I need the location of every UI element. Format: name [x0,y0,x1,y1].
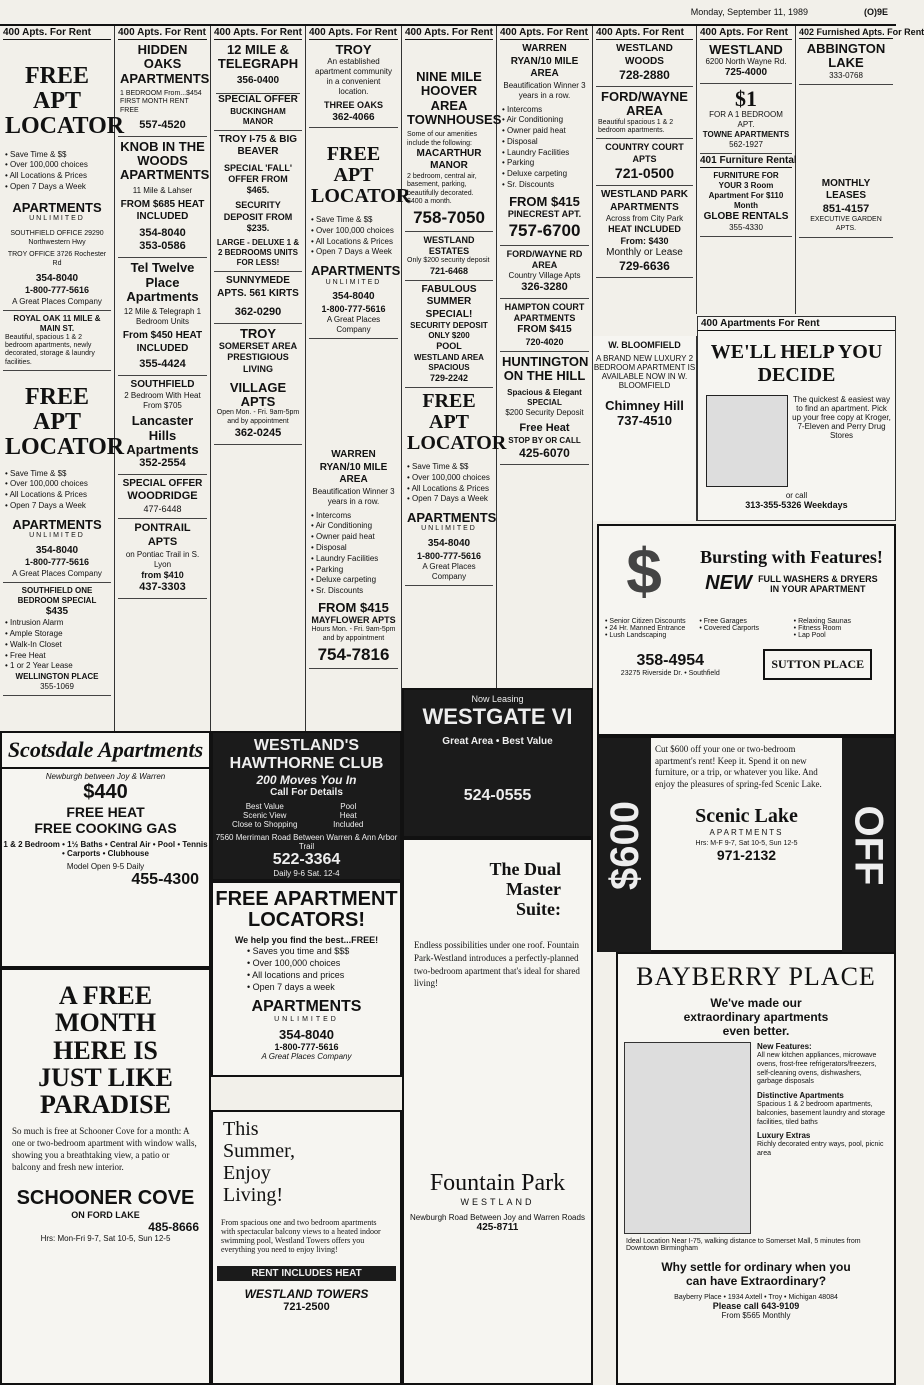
ad-slogan: Great Area • Best Value [442,736,553,747]
ad-price: From $565 Monthly [721,1311,791,1320]
ad-price: From $450 HEAT INCLUDED [122,330,203,354]
hidden-oaks-ad [118,40,210,137]
ad-title: FORD/WAYNE RD AREA [506,248,583,270]
ad-phone: 737-4510 [617,413,672,428]
ad-title: MONTHLY LEASES [821,177,871,202]
sutton-logo: SUTTON PLACE [763,649,872,680]
ad-sub: We've made our extraordinary apartments even better. [683,996,829,1038]
ad-title: SOUTHFIELD ONE BEDROOM SPECIAL [17,585,97,605]
ad-title: Tel Twelve Place Apartments [126,260,199,304]
phone-tollfree: 1-800-777-5616 [24,285,90,296]
phone-local: 354-8040 [35,272,79,284]
ad-location: 11 Mile & Lahser [132,185,193,195]
hampton-ad [500,299,589,352]
ad-bullets: • Intrusion Alarm • Ample Storage • Walk-In Closet • Free Heat • 1 or 2 Year Lease [5,618,73,671]
southfield-ad [3,583,111,696]
ad-hours: Model Open 9-5 Daily [66,862,145,871]
ad-name: MACARTHUR MANOR [416,147,482,172]
locator-title: FREE APT LOCATOR [311,143,411,208]
ad-phone: 851-4157 [822,202,870,215]
column-6 [497,26,593,731]
ad-title: WESTLAND WOODS [616,43,673,67]
ad-sub: 200 Moves You In [256,773,357,787]
ad-features: Best Value Pool Scenic View Heat Close to Shopping Included [232,802,364,829]
section-header: 400 Apartments For Rent [698,317,895,331]
locator-bullets: • Save Time & $$ • Over 100,000 choices • All Locations & Prices • Open 7 Days a Week [5,149,88,191]
ad-title: Bursting with Features! [700,547,883,567]
masthead [0,0,896,26]
column-1 [0,26,125,731]
ad-text: Some of our amenities include the following: [407,131,478,147]
ad-title: WE'LL HELP YOU DECIDE [710,341,883,386]
ad-call: Call For Details [270,787,343,798]
ad-phone: 522-3364 [272,851,341,868]
locator-ad [3,40,125,311]
nine-mile-ad [405,40,502,232]
ad-phone: 725-4000 [724,67,768,79]
ad-title: $1 [735,85,757,111]
ad-price: FROM $685 HEAT INCLUDED [120,198,205,223]
ad-phone: 355-4424 [139,358,186,371]
ad-sub: WESTLAND [460,1196,535,1207]
locator-bullets: • Save Time & $$ • Over 100,000 choices • All Locations & Prices • Open 7 Days a Week [5,468,88,511]
ad-phone: 477-6448 [143,504,182,515]
ad-title: A FREE MONTH HERE IS JUST LIKE PARADISE [38,981,173,1120]
ad-bullets: • Senior Citizen Discounts • Free Garages • Relaxing Saunas • 24 Hr. Manned Entrance • Covered Carports • Fitness Room • Lush Landscaping • Lap Pool [605,618,851,639]
ad-amenities: 1 & 2 Bedroom • 1½ Baths • Central Air • Pool • Tennis • Carports • Clubhouse [3,840,208,858]
brand-name: APARTMENTS [407,510,497,526]
ad-bullets: • Intercoms • Air Conditioning • Owner paid heat • Disposal • Laundry Facilities • Parking • Deluxe carpeting • Sr. Discounts [502,104,570,190]
brand-sub: UNLIMITED [274,1015,339,1023]
ad-sub: SOMERSET AREA PRESTIGIOUS LIVING [218,341,298,374]
ad-sub: 2 Bedroom With Heat From $705 [124,391,201,411]
ad-title: WARREN RYAN/10 MILE AREA [510,43,579,79]
office-southfield: SOUTHFIELD OFFICE 29290 Northwestern Hwy [10,229,104,246]
column-header: 400 Apts. For Rent [500,27,588,38]
ad-name: TOWNE APARTMENTS [702,129,790,139]
ad-title: FREE APARTMENT LOCATORS! [215,888,398,931]
tagline: A Great Places Company [12,296,102,306]
ad-hours: Daily 9-6 Sat. 12-4 [273,869,340,878]
ad-title: FURNITURE FOR YOUR 3 Room Apartment For $110 Month [708,170,784,210]
somerset-ad [214,324,302,445]
ad-text: The quickest & easiest way to find an apartment. Pick up your free copy at Kroger, 7-Eleven and Perry Drug Stores [792,395,891,440]
page-code: (O)9E [863,7,888,17]
ad-sub: We help you find the best...FREE! [234,935,379,945]
tagline: A Great Places Company [326,315,381,335]
westland-towers-ad [211,1110,402,1385]
column-header: 400 Apts. For Rent [700,26,792,40]
tagline: A Great Places Company [12,568,102,578]
ad-title: KNOB IN THE WOODS APARTMENTS [120,138,210,183]
ad-name: WESTLAND TOWERS [244,1287,369,1301]
ad-title: ROYAL OAK 11 MILE & MAIN ST. [13,313,101,333]
ad-special: SPECIAL OFFER [216,93,300,107]
locator-bullets: • Save Time & $$ • Over 100,000 choices • All Locations & Prices • Open 7 Days a Week [407,461,490,504]
ad-location: 12 Mile & Telegraph 1 Bedroom Units [123,307,202,327]
new-features-heading: New Features: [757,1042,812,1051]
ad-phone: 721-2500 [283,1301,330,1313]
globe-rentals-ad [700,168,792,238]
brand-name: APARTMENTS [311,263,401,279]
ad-title: WARREN RYAN/10 MILE AREA [319,449,388,486]
column-header: 400 Apts. For Rent [214,27,302,38]
ad-sub: Across from City Park [605,214,684,224]
ad-phone: 721-0500 [614,164,675,181]
abbington-ad [799,39,893,85]
brand-sub: UNLIMITED [29,215,85,223]
mayflower-ad [309,339,398,669]
column-9 [796,26,924,314]
ad-title: HUNTINGTON ON THE HILL [502,354,589,384]
ad-phone: 729-6636 [619,259,670,274]
ad-address: Bayberry Place • 1934 Axtell • Troy • Michigan 48084 [674,1294,838,1301]
bayberry-ad [616,952,896,1385]
phone-local: 354-8040 [427,538,471,550]
pinecrest-ad [500,40,589,246]
ad-stop: STOP BY OR CALL [508,435,581,445]
ad-title: NINE MILE HOOVER AREA TOWNHOUSES [407,69,502,127]
ad-name: VILLAGE APTS [229,379,287,410]
column-3 [211,26,306,731]
phone-tollfree: 1-800-777-5616 [416,550,482,561]
ad-name: MAYFLOWER APTS [311,615,396,626]
dollar-sign-icon: $ [626,535,662,607]
ad-phone: 333-0768 [829,70,863,80]
ad-line-2: FREE COOKING GAS [34,820,177,836]
twelve-mile-ad [214,40,302,131]
ad-bullets: • Saves you time and $$$ • Over 100,000 choices • All locations and prices • Open 7 days a week [247,946,350,993]
ad-phone: 356-0400 [236,74,280,86]
ad-text: Beautiful spacious 1 & 2 bedroom apartments. [598,118,674,134]
ad-title: TROY [239,325,277,341]
ad-phone: 355-1069 [40,682,74,692]
brand-name: APARTMENTS [12,199,102,215]
office-troy: TROY OFFICE 3726 Rochester Rd [7,251,107,268]
ad-title: SPECIAL OFFER [122,477,203,489]
ad-title: WESTGATE VI [422,704,573,729]
ad-phone: 362-4066 [332,111,375,123]
monthly-ad [799,175,893,238]
ad-heat: Free Heat [519,421,570,434]
ad-name: Country Village Apts [508,271,581,281]
ad-phone: 971-2132 [716,846,777,863]
locator-ad [405,388,507,586]
column-8 [697,26,796,314]
column-header: 402 Furnished Apts. For Rent [799,27,924,37]
ad-phone: 455-4300 [131,871,199,888]
ad-title: PONTRAIL APTS [134,522,191,549]
phone-local: 354-8040 [332,291,375,303]
ad-name: SCHOONER COVE [16,1187,195,1210]
ad-title: 12 MILE & TELEGRAPH [217,42,299,72]
ad-text: FOR A 1 BEDROOM APT. [709,109,783,129]
discount-off: OFF [846,805,891,885]
pontrail-ad [118,519,207,599]
phone-tollfree: 1-800-777-5616 [24,557,90,568]
ad-name: BUCKINGHAM MANOR [230,106,286,126]
distinctive-heading: Distinctive Apartments [757,1091,844,1100]
ad-title: WESTLAND PARK APARTMENTS [600,189,689,213]
ad-pool: POOL [436,341,462,352]
ad-sub: An established apartment community in a convenient location. [315,57,392,97]
distinctive-text: Spacious 1 & 2 bedroom apartments, balconies, basement laundry and storage facilities, tiled baths [757,1101,886,1126]
ad-name: WELLINGTON PLACE [15,672,99,682]
westland-woods-ad [596,40,693,87]
brand-name: APARTMENTS [251,997,362,1015]
ad-phone: 326-3280 [521,281,568,294]
ad-sub: ON FORD LAKE [71,1210,140,1221]
furniture-header: 401 Furniture Rental [700,154,797,166]
ad-price: from $410 [141,569,184,580]
ad-tag: EXECUTIVE GARDEN APTS. [810,216,882,233]
ad-features: FULL WASHERS & DRYERS IN YOUR APARTMENT [758,573,878,594]
ad-title: FABULOUS SUMMER SPECIAL! [421,283,477,320]
ad-price: FROM $415 [517,324,572,336]
column-header: 400 Apts. For Rent [309,27,397,38]
lancaster-ad [118,376,207,475]
ad-sub: Beautification Winner 3 years in a row. [312,486,395,506]
ad-text: 1 BEDROOM From...$454 FIRST MONTH RENT FREE [120,89,202,114]
ad-title: SOUTHFIELD [130,378,195,390]
ad-title: WESTLAND [709,42,783,57]
help-ad [697,316,896,521]
locator-bullets: • Save Time & $$ • Over 100,000 choices • All Locations & Prices • Open 7 Days a Week [311,215,394,257]
phone-local: 354-8040 [35,544,79,556]
ad-lease: Monthly or Lease [606,246,683,258]
ad-name: Lancaster Hills Apartments [126,413,199,457]
locator-ad-2 [3,371,125,583]
ad-phone: 353-0586 [139,240,186,253]
phone-tollfree: 1-800-777-5616 [274,1041,339,1052]
ad-bullets: • Intercoms • Air Conditioning • Owner paid heat • Disposal • Laundry Facilities • Parking • Deluxe carpeting • Sr. Discounts [311,510,379,596]
ad-sub: APARTMENTS [709,827,784,837]
ad-phone: 362-0245 [234,426,282,439]
ad-heat: HEAT INCLUDED From: $430 [608,224,681,246]
new-badge: NEW [705,572,752,594]
locator-ad [309,128,411,339]
ad-address: 23275 Riverside Dr. • Southfield [620,670,720,677]
ad-title: WESTLAND'S HAWTHORNE CLUB [229,737,384,772]
ad-text: Only $200 security deposit [407,257,490,265]
discount-amount: $600 [602,800,647,890]
column-2 [115,26,211,731]
royal-oak-ad [3,311,111,372]
ad-phone: 721-6468 [429,265,469,276]
ad-title: BAYBERRY PLACE [636,962,876,991]
ad-name: Fountain Park [429,1169,566,1196]
westgate-ad [402,688,593,838]
ad-phone: 313-355-5326 Weekdays [745,500,848,510]
column-header: 400 Apts. For Rent [596,26,693,40]
ford-wayne-ad [596,87,693,139]
ad-deposit: $200 Security Deposit [505,407,584,417]
ad-title: The Dual Master Suite: [489,859,561,919]
brand-sub: UNLIMITED [421,525,477,533]
westland-park-ad [596,186,693,278]
ad-location: on Pontiac Trail in S. Lyon [125,549,200,569]
ad-hours: Hours Mon. - Fri. 9am-5pm and by appointment [311,626,396,643]
troy-ad [214,131,302,273]
ad-title: This Summer, Enjoy Living! [223,1118,295,1206]
ad-phone: 362-0290 [234,306,282,319]
ad-hours: Open Mon. - Fri. 9am-5pm and by appointment [216,409,300,426]
ad-sub: Beautification Winner 3 years in a row. [503,80,586,100]
ad-price: $435 [45,605,69,617]
locator-title: FREE APT LOCATOR [407,389,507,454]
ad-sub: Newburgh between Joy & Warren [45,772,166,781]
phone-tollfree: 1-800-777-5616 [321,303,386,314]
ad-hours: Hrs: M-F 9-7, Sat 10-5, Sun 12-5 [695,839,798,847]
country-village-ad [500,246,589,299]
tagline: A Great Places Company [422,561,476,581]
brand-sub: UNLIMITED [325,278,382,286]
ad-price: $440 [83,781,128,803]
ad-line-1: FREE HEAT [66,804,145,820]
bloomfield-ad [593,336,697,521]
column-7 [593,26,697,314]
luxury-text: Richly decorated entry ways, pool, picnic area [757,1141,884,1157]
huntington-ad [500,352,589,464]
locators-ad [211,881,402,1077]
ad-price: FROM $415 [509,193,580,209]
ad-phone-1: 354-8040 [139,226,186,239]
ad-address: Newburgh Road Between Joy and Warren Roads [410,1212,585,1222]
fabulous-ad [405,281,493,388]
column-header: 400 Apts. For Rent [405,27,493,38]
ad-text: A BRAND NEW LUXURY 2 BEDROOM APARTMENT IS AVAILABLE NOW IN W. BLOOMFIELD [593,354,696,390]
ad-title: WESTLAND ESTATES [423,234,475,257]
country-court-ad [596,139,693,186]
ad-text: Cut $600 off your one or two-bedroom apartment's rent! Keep it. Spend it on new furniture, or a trip, or whatever you like. And enjoy the pleasures of spring-fed Scenic Lake. [655,744,822,790]
phone-local: 354-8040 [279,1026,334,1042]
telwelve-ad [118,258,207,376]
woodridge-ad [118,475,207,520]
ad-deposit: SECURITY DEPOSIT FROM $235. [223,200,293,233]
westland-estates-ad [405,232,493,281]
ad-sub: 2 bedroom, central air, basement, parking, beautifully decorated. $400 a month. [407,172,477,206]
ad-sub: 6200 North Wayne Rd. [705,57,787,67]
ad-phone: Please call 643-9109 [712,1301,800,1311]
ad-phone: 757-6700 [508,221,581,241]
ad-phone: 485-8666 [148,1220,199,1235]
ad-banner: RENT INCLUDES HEAT [217,1266,396,1281]
ad-price: FROM $415 [318,599,389,615]
ad-why: Why settle for ordinary when you can have Extraordinary? [661,1260,851,1288]
ad-title: SUNNYMEDE APTS. 561 KIRTS [217,275,299,299]
fountain-park-ad [402,838,593,1385]
locator-title: FREE APT LOCATOR [5,384,125,461]
ad-title: HIDDEN OAKS APARTMENTS [120,42,210,86]
ad-address: 7560 Merriman Road Between Warren & Ann Arbor Trail [215,833,398,851]
ad-phone: 754-7816 [317,644,390,664]
towne-ad [700,84,792,154]
ad-sub: Spacious & Elegant SPECIAL [507,387,582,407]
sutton-place-ad [597,524,896,736]
ad-title: Scotsdale Apartments [2,733,209,769]
ad-large: LARGE - DELUXE 1 & 2 BEDROOMS UNITS FOR LESS! [216,238,300,268]
ad-text: From spacious one and two bedroom apartments with spectacular balcony views to a heated indoor swimming pool, Westland Towers offers you everything you need to enjoy living! [221,1218,381,1254]
ad-phone: 729-2242 [429,372,469,383]
ad-location: Ideal Location Near I-75, walking distance to Somerset Mall, 5 minutes from Downtown Birmingham [626,1238,861,1252]
column-header: 400 Apts. For Rent [118,27,206,38]
guide-cover-image [706,395,788,487]
three-oaks-ad [309,40,398,128]
ad-title: COUNTRY COURT APTS [605,142,684,164]
ad-phone: 557-4520 [139,119,186,132]
ad-phone: 425-6070 [519,445,570,460]
ad-phone: 358-4954 [636,652,705,669]
kitchen-photo [624,1042,751,1234]
ad-name: GLOBE RENTALS [703,210,789,222]
ad-call: or call [785,491,808,500]
ad-name: Scenic Lake [695,804,798,827]
ad-title: W. BLOOMFIELD [608,340,681,350]
ad-name: WOODRIDGE [127,490,198,503]
schooner-ad [0,968,211,1385]
ad-sub: Now Leasing [471,694,524,704]
brand-sub: UNLIMITED [29,532,85,540]
ad-title: FORD/WAYNE AREA [601,89,688,119]
column-4 [306,26,411,731]
ad-text: Beautiful, spacious 1 & 2 bedroom apartments, newly decorated, storage & laundry facilities. [5,333,95,366]
luxury-heading: Luxury Extras [757,1131,811,1141]
brand-name: APARTMENTS [12,516,102,532]
ad-title: TROY [335,42,372,57]
ad-deposit: SECURITY DEPOSIT ONLY $200 [410,321,488,341]
ad-phone: 728-2880 [619,68,670,82]
ad-text: Endless possibilities under one roof. Fountain Park-Westland introduces a perfectly-planned two-bedroom apartment that's ideal for shared living! [414,940,580,989]
issue-date: Monday, September 11, 1989 [690,7,808,17]
ad-name: Chimney Hill [605,398,684,413]
scenic-lake-ad [597,736,896,952]
ad-phone: 524-0555 [463,787,532,804]
ad-phone: 758-7050 [413,207,485,227]
ad-name: WESTLAND AREA SPACIOUS [414,352,484,372]
ad-title: HAMPTON COURT APARTMENTS [504,301,585,324]
westland-ad [700,40,792,84]
ad-title: ABBINGTON LAKE [806,41,886,71]
ad-phone: 425-8711 [476,1221,519,1233]
hawthorne-ad [211,731,402,881]
new-features-text: All new kitchen appliances, microwave ovens, frost-free refrigerators/freezers, self-cleaning ovens, dishwashers, garbage disposals [757,1052,877,1086]
scotsdale-ad [0,731,211,968]
ad-phone: 437-3303 [139,581,186,594]
column-header: 400 Apts. For Rent [3,26,111,40]
ad-name: PINECREST APT. [507,209,582,220]
ad-phone: 352-2554 [139,457,186,470]
ad-offer: SPECIAL 'FALL' OFFER FROM $465. [223,162,293,196]
ad-phone: 355-4330 [729,223,763,233]
locator-title: FREE APT LOCATOR [5,63,125,140]
ad-phone: 562-1927 [729,139,763,149]
sunnymede-ad [214,272,302,324]
knob-ad [118,137,210,258]
ad-hours: Hrs: Mon-Fri 9-7, Sat 10-5, Sun 12-5 [40,1234,171,1244]
ad-title: TROY I-75 & BIG BEAVER [218,133,298,158]
ad-text: So much is free at Schooner Cove for a month: A one or two-bedroom apartment with window walls, showing you a breathtaking view, a patio or balcony and fresh new interior. [12,1126,197,1172]
ad-phone: 720-4020 [525,336,564,347]
ad-name: THREE OAKS [323,100,383,111]
tagline: A Great Places Company [261,1051,352,1061]
